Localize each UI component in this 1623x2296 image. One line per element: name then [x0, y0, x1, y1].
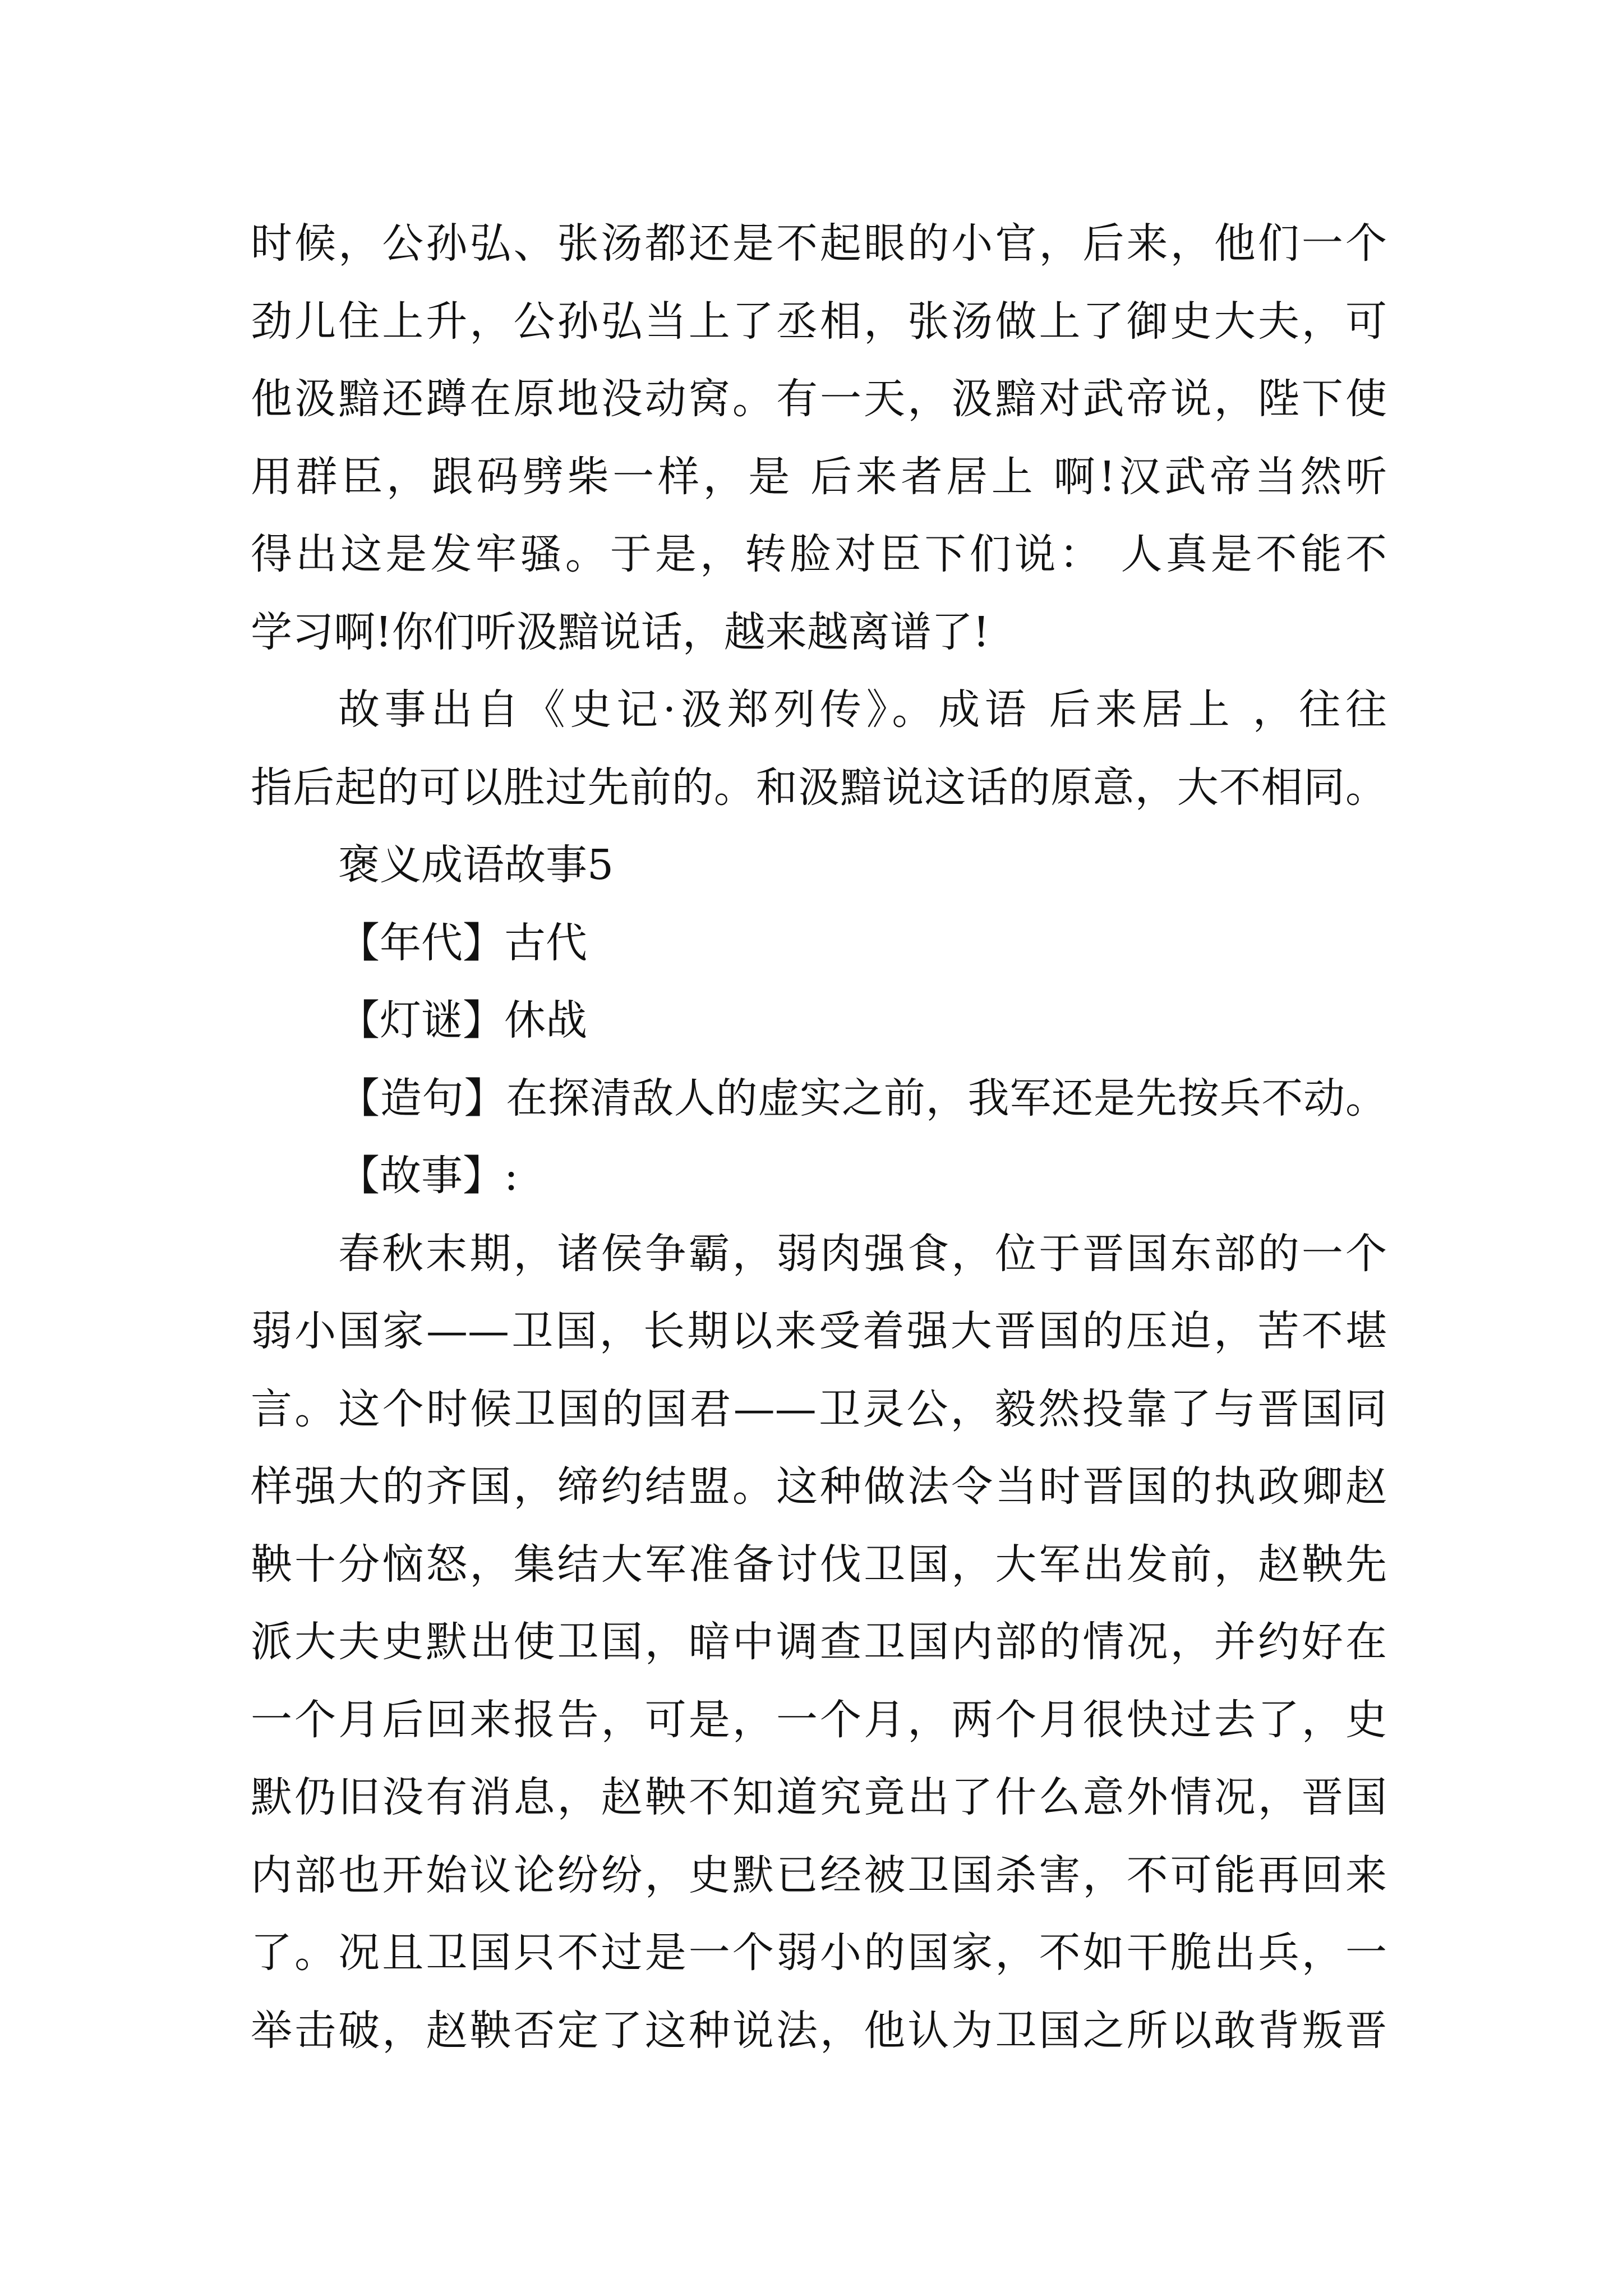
text-line: 弱小国家——卫国，长期以来受着强大晋国的压迫，苦不堪: [251, 1307, 1387, 1355]
text-line: 用群臣，跟码劈柴一样，是 后来者居上 啊!汉武帝当然听: [251, 452, 1387, 501]
section-title-text: 褒义成语故事5: [338, 841, 614, 889]
text-line: 时候，公孙弘、张汤都还是不起眼的小官，后来，他们一个: [251, 219, 1387, 268]
text-line: 言。这个时候卫国的国君——卫灵公，毅然投靠了与晋国同: [251, 1384, 1387, 1433]
field-era: [251, 904, 1387, 982]
text-line: 内部也开始议论纷纷，史默已经被卫国杀害，不可能再回来: [251, 1851, 1387, 1899]
field-era-text: 【年代】古代: [338, 918, 587, 967]
text-line: 他汲黯还蹲在原地没动窝。有一天，汲黯对武帝说，陛下使: [251, 375, 1387, 423]
text-line: 得出这是发牢骚。于是，转脸对臣下们说： 人真是不能不: [251, 530, 1387, 578]
field-example-sentence: [251, 1060, 1387, 1138]
field-riddle: [251, 982, 1387, 1060]
paragraph-source: [251, 671, 1387, 826]
text-line: 一个月后回来报告，可是，一个月，两个月很快过去了，史: [251, 1695, 1387, 1744]
text-line: 鞅十分恼怒，集结大军准备讨伐卫国，大军出发前，赵鞅先: [251, 1540, 1387, 1589]
field-story-label: [251, 1137, 1387, 1215]
section-title: [251, 826, 1387, 904]
text-line: 故事出自《史记·汲郑列传》。成语 后来居上 ，往往: [338, 685, 1387, 734]
text-line: 春秋末期，诸侯争霸，弱肉强食，位于晋国东部的一个: [338, 1229, 1387, 1278]
text-line: 样强大的齐国，缔约结盟。这种做法令当时晋国的执政卿赵: [251, 1462, 1387, 1511]
text-line: 学习啊!你们听汲黯说话，越来越离谱了!: [251, 608, 990, 656]
text-line: 默仍旧没有消息，赵鞅不知道究竟出了什么意外情况，晋国: [251, 1773, 1387, 1821]
text-line: 举击破，赵鞅否定了这种说法，他认为卫国之所以敢背叛晋: [251, 2006, 1387, 2055]
text-line: 指后起的可以胜过先前的。和汲黯说这话的原意，大不相同。: [251, 763, 1387, 812]
paragraph-continued: [251, 205, 1387, 671]
field-riddle-text: 【灯谜】休战: [338, 996, 587, 1045]
text-line: 劲儿住上升，公孙弘当上了丞相，张汤做上了御史大夫，可: [251, 297, 1387, 346]
field-story-label-text: 【故事】:: [338, 1152, 518, 1200]
text-line: 了。况且卫国只不过是一个弱小的国家，不如干脆出兵，一: [251, 1929, 1387, 1977]
text-line: 派大夫史默出使卫国，暗中调查卫国内部的情况，并约好在: [251, 1618, 1387, 1666]
document-body: [251, 205, 1387, 2069]
paragraph-story: [251, 1215, 1387, 2070]
field-example-sentence-text: 【造句】在探清敌人的虚实之前，我军还是先按兵不动。: [338, 1074, 1387, 1122]
